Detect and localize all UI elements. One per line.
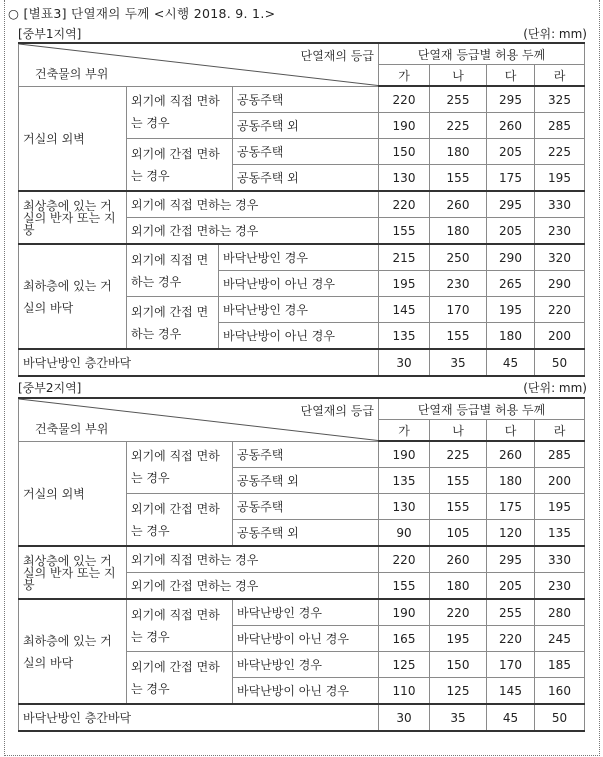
- grade-na: 나: [430, 65, 487, 87]
- exposure-type: 외기에 간접 면하는 경우: [127, 573, 379, 600]
- value-cell: 180: [430, 218, 487, 245]
- outer-wall-indirect-label: 외기에 간접 면하는 경우: [127, 139, 233, 192]
- building-type: 공동주택 외: [233, 113, 379, 139]
- grade-ra: 라: [535, 65, 585, 87]
- grade-header: 단열재의 등급: [300, 404, 374, 418]
- value-cell: 225: [430, 113, 487, 139]
- value-cell: 220: [379, 86, 430, 113]
- value-cell: 145: [379, 297, 430, 323]
- value-cell: 260: [487, 441, 535, 468]
- value-cell: 260: [430, 191, 487, 218]
- outer-wall-indirect-label: 외기에 간접 면하는 경우: [127, 494, 233, 547]
- value-cell: 195: [487, 297, 535, 323]
- building-type: 공동주택 외: [233, 165, 379, 192]
- value-cell: 90: [379, 520, 430, 547]
- value-cell: 170: [430, 297, 487, 323]
- value-cell: 155: [430, 468, 487, 494]
- value-cell: 135: [535, 520, 585, 547]
- building-type: 공동주택: [233, 86, 379, 113]
- value-cell: 295: [487, 546, 535, 573]
- outer-wall-label: 거실의 외벽: [19, 86, 127, 191]
- value-cell: 150: [430, 652, 487, 678]
- value-cell: 325: [535, 86, 585, 113]
- value-cell: 155: [430, 494, 487, 520]
- heating-type: 바닥난방인 경우: [219, 244, 379, 271]
- value-cell: 295: [487, 86, 535, 113]
- value-cell: 255: [487, 599, 535, 626]
- value-cell: 285: [535, 113, 585, 139]
- value-cell: 220: [535, 297, 585, 323]
- value-cell: 295: [487, 191, 535, 218]
- heating-type: 바닥난방이 아닌 경우: [233, 678, 379, 705]
- value-cell: 125: [430, 678, 487, 705]
- value-cell: 265: [487, 271, 535, 297]
- value-cell: 155: [430, 165, 487, 192]
- value-cell: 180: [487, 468, 535, 494]
- value-cell: 50: [535, 349, 585, 376]
- value-cell: 155: [379, 218, 430, 245]
- value-cell: 135: [379, 323, 430, 350]
- floor-label: 최하층에 있는 거실의 바닥: [19, 244, 127, 349]
- heating-type: 바닥난방이 아닌 경우: [219, 323, 379, 350]
- value-cell: 230: [535, 573, 585, 600]
- value-cell: 30: [379, 349, 430, 376]
- value-cell: 200: [535, 323, 585, 350]
- value-cell: 110: [379, 678, 430, 705]
- value-cell: 155: [379, 573, 430, 600]
- value-cell: 35: [430, 704, 487, 731]
- value-cell: 155: [430, 323, 487, 350]
- outer-wall-direct-label: 외기에 직접 면하는 경우: [127, 86, 233, 139]
- value-cell: 205: [487, 218, 535, 245]
- heating-type: 바닥난방이 아닌 경우: [233, 626, 379, 652]
- header-diagonal-cell: [19, 43, 379, 86]
- value-cell: 195: [379, 271, 430, 297]
- outer-wall-direct-label: 외기에 직접 면하는 경우: [127, 441, 233, 494]
- exposure-type: 외기에 간접 면하는 경우: [127, 218, 379, 245]
- thickness-group-header: 단열재 등급별 허용 두께: [379, 43, 585, 65]
- heating-type: 바닥난방인 경우: [219, 297, 379, 323]
- value-cell: 175: [487, 494, 535, 520]
- value-cell: 45: [487, 349, 535, 376]
- value-cell: 120: [487, 520, 535, 547]
- value-cell: 205: [487, 573, 535, 600]
- unit-label: (단위: mm): [523, 27, 587, 41]
- value-cell: 290: [487, 244, 535, 271]
- region-label: [중부1지역]: [18, 27, 82, 41]
- value-cell: 205: [487, 139, 535, 165]
- grade-da: 다: [487, 420, 535, 442]
- thickness-group-header: 단열재 등급별 허용 두께: [379, 398, 585, 420]
- grade-ga: 가: [379, 65, 430, 87]
- value-cell: 185: [535, 652, 585, 678]
- value-cell: 175: [487, 165, 535, 192]
- value-cell: 200: [535, 468, 585, 494]
- interfloor-label: 바닥난방인 층간바닥: [19, 704, 379, 731]
- value-cell: 220: [430, 599, 487, 626]
- value-cell: 190: [379, 441, 430, 468]
- grade-header: 단열재의 등급: [300, 49, 374, 63]
- value-cell: 180: [487, 323, 535, 350]
- value-cell: 255: [430, 86, 487, 113]
- value-cell: 150: [379, 139, 430, 165]
- header-diagonal-cell: [19, 398, 379, 441]
- grade-da: 다: [487, 65, 535, 87]
- value-cell: 105: [430, 520, 487, 547]
- value-cell: 195: [430, 626, 487, 652]
- value-cell: 180: [430, 573, 487, 600]
- thickness-table: [18, 42, 585, 377]
- thickness-table: [18, 397, 585, 732]
- interfloor-label: 바닥난방인 층간바닥: [19, 349, 379, 376]
- value-cell: 195: [535, 494, 585, 520]
- value-cell: 130: [379, 494, 430, 520]
- value-cell: 215: [379, 244, 430, 271]
- value-cell: 130: [379, 165, 430, 192]
- building-type: 공동주택 외: [233, 468, 379, 494]
- value-cell: 260: [430, 546, 487, 573]
- location-header: 건축물의 부위: [35, 66, 109, 81]
- document-title: ○ [별표3] 단열재의 두께 <시행 2018. 9. 1.>: [8, 6, 276, 21]
- region-label: [중부2지역]: [18, 381, 82, 395]
- value-cell: 50: [535, 704, 585, 731]
- floor-direct-label: 외기에 직접 면하는 경우: [127, 244, 219, 297]
- value-cell: 195: [535, 165, 585, 192]
- value-cell: 170: [487, 652, 535, 678]
- exposure-type: 외기에 직접 면하는 경우: [127, 546, 379, 573]
- building-type: 공동주택 외: [233, 520, 379, 547]
- value-cell: 30: [379, 704, 430, 731]
- building-type: 공동주택: [233, 441, 379, 468]
- value-cell: 330: [535, 546, 585, 573]
- value-cell: 250: [430, 244, 487, 271]
- value-cell: 35: [430, 349, 487, 376]
- roof-label: 최상층에 있는 거실의 반자 또는 지붕: [19, 546, 127, 599]
- value-cell: 245: [535, 626, 585, 652]
- value-cell: 190: [379, 113, 430, 139]
- roof-label: 최상층에 있는 거실의 반자 또는 지붕: [19, 191, 127, 244]
- value-cell: 165: [379, 626, 430, 652]
- value-cell: 260: [487, 113, 535, 139]
- grade-ra: 라: [535, 420, 585, 442]
- heating-type: 바닥난방인 경우: [233, 652, 379, 678]
- value-cell: 220: [487, 626, 535, 652]
- value-cell: 160: [535, 678, 585, 705]
- floor-indirect-label: 외기에 간접 면하는 경우: [127, 652, 233, 705]
- building-type: 공동주택: [233, 139, 379, 165]
- value-cell: 125: [379, 652, 430, 678]
- floor-label: 최하층에 있는 거실의 바닥: [19, 599, 127, 704]
- grade-na: 나: [430, 420, 487, 442]
- value-cell: 180: [430, 139, 487, 165]
- floor-indirect-label: 외기에 간접 면하는 경우: [127, 297, 219, 350]
- value-cell: 145: [487, 678, 535, 705]
- grade-ga: 가: [379, 420, 430, 442]
- value-cell: 220: [379, 546, 430, 573]
- value-cell: 220: [379, 191, 430, 218]
- exposure-type: 외기에 직접 면하는 경우: [127, 191, 379, 218]
- value-cell: 290: [535, 271, 585, 297]
- value-cell: 135: [379, 468, 430, 494]
- value-cell: 45: [487, 704, 535, 731]
- value-cell: 225: [430, 441, 487, 468]
- heating-type: 바닥난방이 아닌 경우: [219, 271, 379, 297]
- location-header: 건축물의 부위: [35, 421, 109, 436]
- value-cell: 330: [535, 191, 585, 218]
- value-cell: 190: [379, 599, 430, 626]
- value-cell: 280: [535, 599, 585, 626]
- building-type: 공동주택: [233, 494, 379, 520]
- value-cell: 230: [430, 271, 487, 297]
- floor-direct-label: 외기에 직접 면하는 경우: [127, 599, 233, 652]
- unit-label: (단위: mm): [523, 381, 587, 395]
- value-cell: 225: [535, 139, 585, 165]
- heating-type: 바닥난방인 경우: [233, 599, 379, 626]
- value-cell: 230: [535, 218, 585, 245]
- outer-wall-label: 거실의 외벽: [19, 441, 127, 546]
- value-cell: 320: [535, 244, 585, 271]
- value-cell: 285: [535, 441, 585, 468]
